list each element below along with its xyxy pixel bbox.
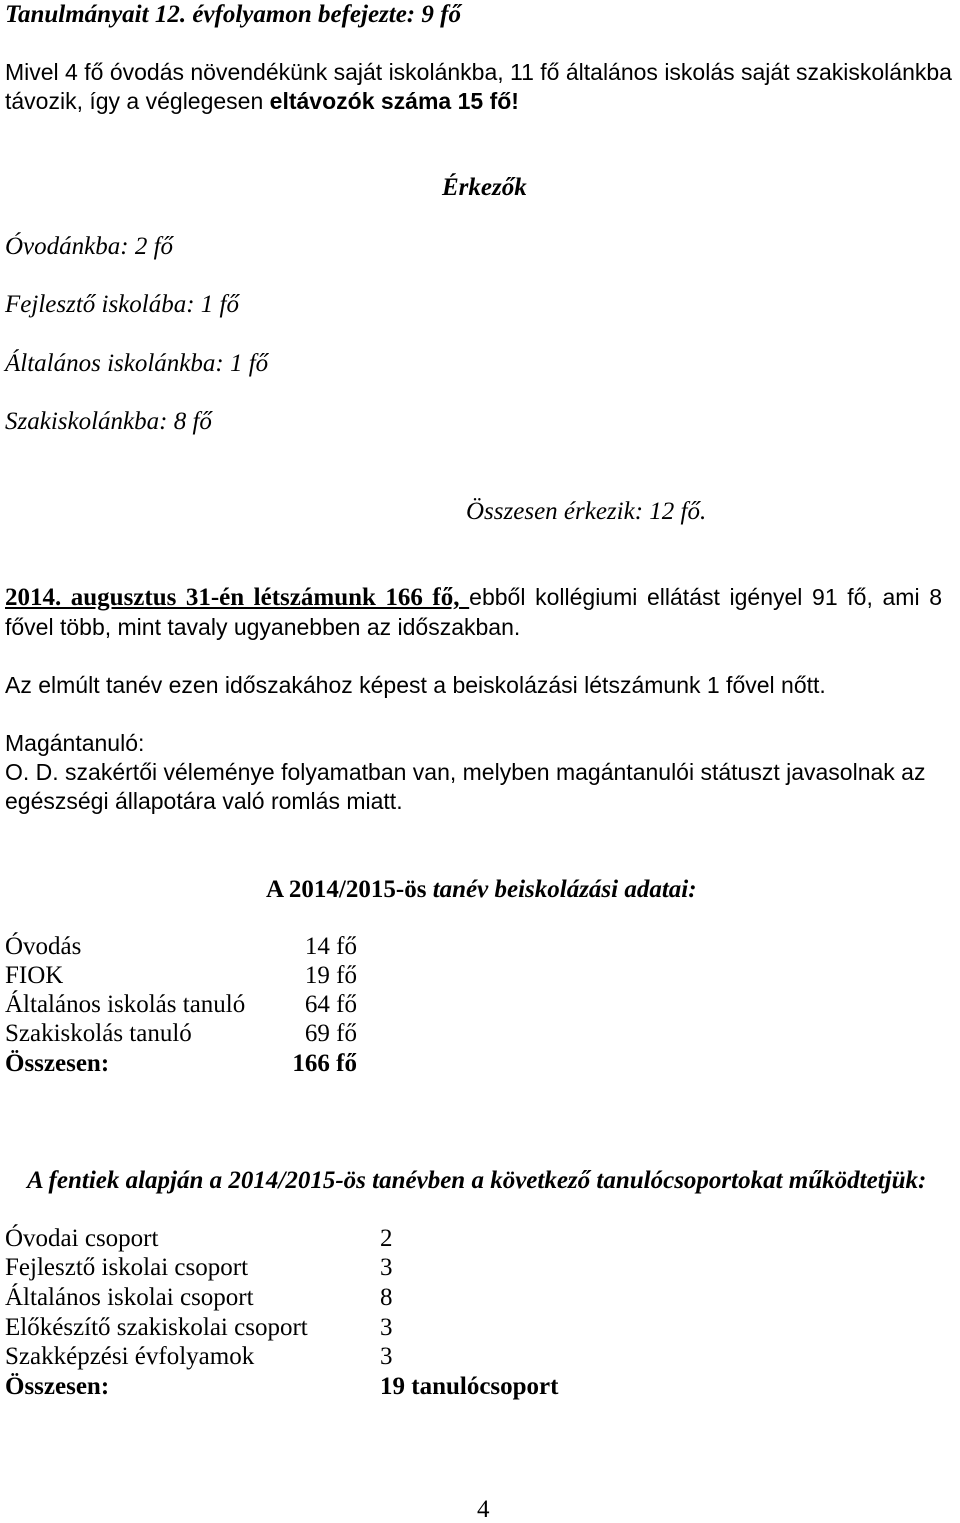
headcount-comparison: Az elmúlt tanév ezen időszakához képest a beiskolázási létszámunk 1 fővel nőtt. (5, 672, 826, 698)
enrollment-row-value: 14 fő (304, 933, 357, 960)
departures-text: távozik, így a véglegesen (5, 88, 264, 114)
departures-line-1: Mivel 4 fő óvodás növendékünk saját iskolánkba, 11 fő általános iskolás saját szakiskolánkba (5, 59, 952, 85)
enrollment-title (266, 875, 697, 904)
groups-total-value: 19 tanulócsoport (380, 1373, 559, 1400)
arrivals-item: Szakiskolánkba: 8 fő (5, 408, 212, 435)
enrollment-row (5, 1019, 357, 1048)
enrollment-row (5, 990, 357, 1019)
group-row (5, 1342, 605, 1371)
private-student-line-1: O. D. szakértői véleménye folyamatban van, melyben magántanulói státuszt javasolnak az (5, 759, 926, 785)
group-row-label: Óvodai csoport (5, 1225, 159, 1252)
departures-total: eltávozók száma 15 fő! (269, 88, 519, 114)
arrivals-item: Általános iskolánkba: 1 fő (5, 350, 269, 377)
headcount-highlight (5, 584, 469, 610)
arrivals-item: Fejlesztő iskolába: 1 fő (5, 291, 239, 318)
group-row (5, 1224, 605, 1253)
group-row-label: Fejlesztő iskolai csoport (5, 1254, 249, 1281)
page-number: 4 (477, 1496, 490, 1523)
headcount-line-1 (5, 583, 942, 612)
enrollment-row-value: 19 fő (304, 962, 357, 989)
enrollment-row (5, 961, 357, 990)
graduated-heading: Tanulmányait 12. évfolyamon befejezte: 9 fő (5, 1, 461, 28)
enrollment-row-label: Szakiskolás tanuló (5, 1020, 192, 1047)
group-row-value: 3 (380, 1314, 393, 1341)
departures-line-2 (5, 87, 519, 116)
private-student-label: Magántanuló: (5, 730, 145, 756)
enrollment-row-label: Általános iskolás tanuló (5, 991, 246, 1018)
group-row-value: 2 (380, 1225, 393, 1252)
groups-title: A fentiek alapján a 2014/2015-ös tanévben a következő tanulócsoportokat működtetjük: (27, 1167, 927, 1194)
group-row-value: 3 (380, 1254, 393, 1281)
group-row-label: Előkészítő szakiskolai csoport (5, 1314, 308, 1341)
headcount-text: ebből kollégiumi ellátást igényel 91 fő, ami 8 (469, 584, 943, 610)
group-row (5, 1253, 605, 1282)
enrollment-title-year: A 2014/2015-ös (266, 876, 427, 903)
enrollment-row-label: FIOK (5, 962, 64, 989)
groups-total-row (5, 1372, 605, 1401)
enrollment-total-label: Összesen: (5, 1050, 110, 1077)
enrollment-row-value: 64 fő (304, 991, 357, 1018)
enrollment-title-text: tanév beiskolázási adatai: (432, 876, 697, 903)
enrollment-row-value: 69 fő (304, 1020, 357, 1047)
enrollment-row (5, 932, 357, 961)
group-row (5, 1283, 605, 1312)
arrivals-total: Összesen érkezik: 12 fő. (466, 498, 707, 525)
group-row (5, 1313, 605, 1342)
group-row-value: 3 (380, 1343, 393, 1370)
private-student-line-2: egészségi állapotára való romlás miatt. (5, 788, 403, 814)
group-row-label: Általános iskolai csoport (5, 1284, 254, 1311)
headcount-bold-text: 2014. augusztus 31-én létszámunk 166 fő, (5, 584, 460, 611)
enrollment-row-label: Óvodás (5, 933, 82, 960)
enrollment-total-row (5, 1049, 357, 1078)
arrivals-title: Érkezők (442, 174, 527, 201)
enrollment-total-value: 166 fő (292, 1050, 357, 1077)
group-row-label: Szakképzési évfolyamok (5, 1343, 255, 1370)
group-row-value: 8 (380, 1284, 393, 1311)
arrivals-item: Óvodánkba: 2 fő (5, 233, 174, 260)
headcount-line-2: fővel több, mint tavaly ugyanebben az időszakban. (5, 614, 521, 640)
groups-total-label: Összesen: (5, 1373, 110, 1400)
